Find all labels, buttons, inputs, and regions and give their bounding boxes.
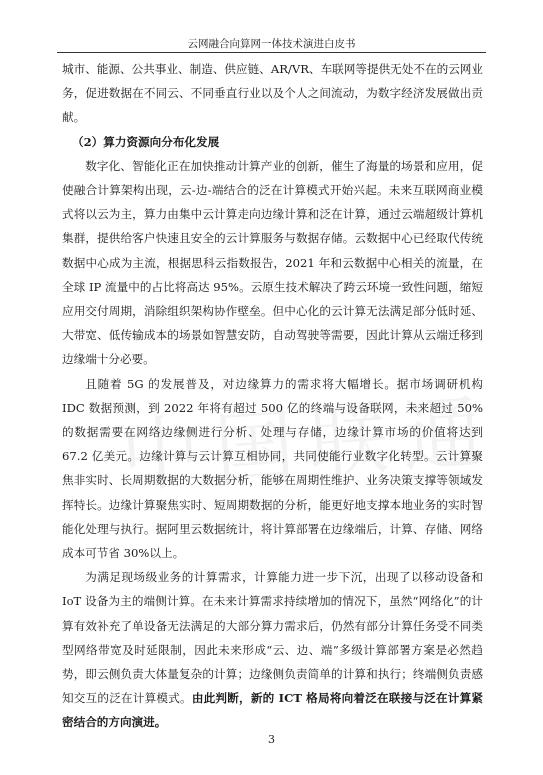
page-number: 3: [268, 733, 275, 746]
paragraph-device-computing-text: 为满足现场级业务的计算需求，计算能力进一步下沉，出现了以移动设备和 IoT 设备为主的端侧计算。在未来计算需求持续增加的情况下，虽然“网络化”的计算有效补充了单设备无法满足的大部分算力需求后，仍然有部分计算任务受不同类型网络带宽及时延限制，因此未来形成“云、边、端”多级计算部署方案是必然趋势，即云侧负责大体量复杂的计算；边缘侧负责简单的计算和执行；终端侧负责感知交互的泛在计算模式。: [62, 570, 483, 706]
paragraph-device-computing: [62, 565, 483, 734]
paragraph-conclusion-bold: 由此判断，新的 ICT 格局将向着泛在联接与泛在计算紧密结合的方向演进。: [62, 691, 483, 730]
paragraph-compute-trend: 数字化、智能化正在加快推动计算产业的创新，催生了海量的场景和应用，促使融合计算架构出现，云-边-端结合的泛在计算模式开始兴起。未来互联网商业模式将以云为主，算力由集中云计算走向边缘计算和泛在计算，通过云端超级计算机集群，提供给客户快速且安全的云计算服务与数据存储。云数据中心已经取代传统数据中心成为主流，根据思科云指数报告，2021 年和云数据中心相关的流量，在全球 IP 流量中的占比将高达 95%。云原生技术解决了跨云环境一致性问题，缩短应用交付周期，消除组织架构协作壁垒。但中心化的云计算无法满足部分低时延、大带宽、低传输成本的场景如智慧安防，自动驾驶等需要，因此计算从云端迁移到边缘端十分必要。: [62, 158, 483, 367]
section-heading: （2）算力资源向分布化发展: [72, 134, 220, 149]
paragraph-edge-computing: 且随着 5G 的发展普及，对边缘算力的需求将大幅增长。据市场调研机构 IDC 数据预测，到 2022 年将有超过 500 亿的终端与设备联网，未来超过 50%的数据需要在网络边缘侧进行分析、处理与存储，边缘计算市场的价值将达到 67.2 亿美元。边缘计算与云计算互相协同，共同使能行业数字化转型。云计算聚焦非实时、长周期数据的大数据分析，能够在周期性维护、业务决策支撑等领域发挥特长。边缘计算聚焦实时、短周期数据的分析，能更好地支撑本地业务的实时智能化处理与执行。据阿里云数据统计，将计算部署在边缘端后，计算、存储、网络成本可节省 30%以上。: [62, 376, 483, 561]
header-divider: [57, 52, 486, 53]
document-body: [62, 57, 483, 735]
page-header-title: 云网融合向算网一体技术演进白皮书: [187, 38, 356, 50]
paragraph-continuation: 城市、能源、公共事业、制造、供应链、AR/VR、车联网等提供无处不在的云网业务，促进数据在不同云、不同垂直行业以及个人之间流动，为数字经济发展做出贡献。: [62, 62, 483, 125]
